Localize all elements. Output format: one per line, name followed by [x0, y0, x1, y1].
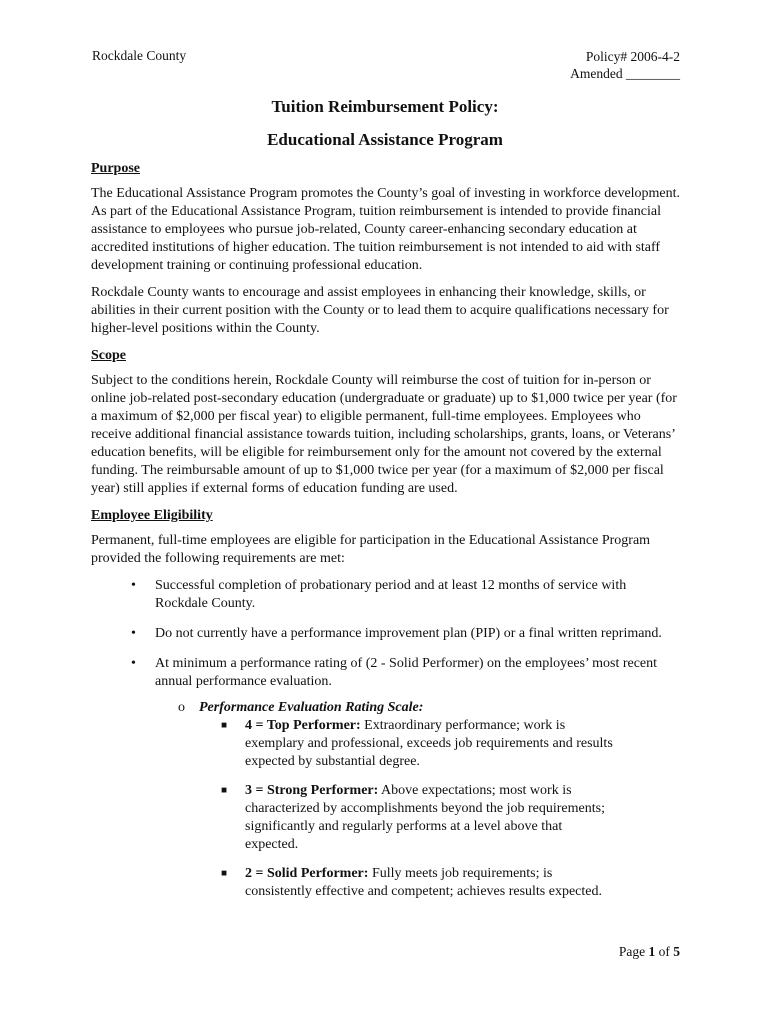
document-body	[91, 160, 681, 912]
list-item: • At minimum a performance rating of (2 - Solid Performer) on the employees’ most recent annual performance evaluation.	[131, 656, 658, 689]
eligibility-requirements-list	[91, 577, 681, 691]
square-bullet-icon: ■	[221, 785, 228, 796]
purpose-paragraph-1: The Educational Assistance Program promotes the County’s goal of investing in workforce development. As part of the Educational Assistance Program, tuition reimbursement is intended to provide financial assistance to employees who pursue job-related, County career-enhancing secondary education at accredited institutions of higher education. The tuition reimbursement is not intended to aid with staff development training or continuing professional education.	[91, 186, 681, 273]
square-bullet-icon: ■	[221, 720, 228, 731]
bullet-icon: •	[131, 626, 136, 641]
document-subtitle: Educational Assistance Program	[267, 130, 503, 149]
bullet-icon: •	[131, 656, 136, 671]
purpose-paragraph-2: Rockdale County wants to encourage and assist employees in enhancing their knowledge, skills, or abilities in their current position with the County or to lead them to acquire qualifications necessary for higher-level positions within the County.	[91, 285, 669, 336]
eligibility-heading: Employee Eligibility	[91, 508, 213, 523]
eligibility-intro: Permanent, full-time employees are eligible for participation in the Educational Assistance Program provided the following requirements are met:	[91, 533, 651, 566]
header-organization: Rockdale County	[92, 48, 187, 63]
bullet-icon: •	[131, 578, 136, 593]
scope-paragraph: Subject to the conditions herein, Rockdale County will reimburse the cost of tuition for in-person or online job-related post-secondary education (undergraduate or graduate) up to $1,000 twice per year (for a maximum of $2,000 per fiscal year) to eligible permanent, full-time employees. Employees who receive additional financial assistance towards tuition, including scholarships, grants, loans, or Veterans’ education benefits, will be eligible for reimbursement only for the amount not covered by the external funding. The reimbursable amount of up to $1,000 twice per year (for a maximum of $2,000 per fiscal year) still applies if external forms of education funding are used.	[91, 373, 677, 496]
rating-scale-list	[91, 717, 681, 901]
square-bullet-icon: ■	[221, 868, 228, 879]
document-title: Tuition Reimbursement Policy:	[271, 97, 499, 116]
amended-line: Amended ________	[570, 66, 680, 81]
list-item: ■ 4 = Top Performer: Extraordinary performance; work is exemplary and professional, exceeds job requirements and results expected by substantial degree.	[221, 718, 613, 769]
purpose-heading: Purpose	[91, 161, 140, 176]
hollow-bullet-icon: o	[178, 700, 185, 715]
list-item: ■ 3 = Strong Performer: Above expectations; most work is characterized by accomplishments beyond the job requirements; significantly and regularly performs at a level above that expected.	[221, 783, 605, 852]
scope-heading: Scope	[91, 348, 126, 363]
list-item: ■ 2 = Solid Performer: Fully meets job requirements; is consistently effective and competent; achieves results expected.	[221, 866, 602, 899]
header-policy-info	[570, 48, 680, 82]
page-number: Page 1 of 5	[618, 944, 680, 959]
list-item: • Successful completion of probationary period and at least 12 months of service with Rockdale County.	[131, 578, 627, 611]
rating-scale-item	[91, 699, 681, 717]
policy-number: Policy# 2006-4-2	[585, 49, 680, 64]
list-item: • Do not currently have a performance improvement plan (PIP) or a final written reprimand.	[131, 626, 662, 641]
rating-scale-title: Performance Evaluation Rating Scale:	[199, 700, 424, 715]
